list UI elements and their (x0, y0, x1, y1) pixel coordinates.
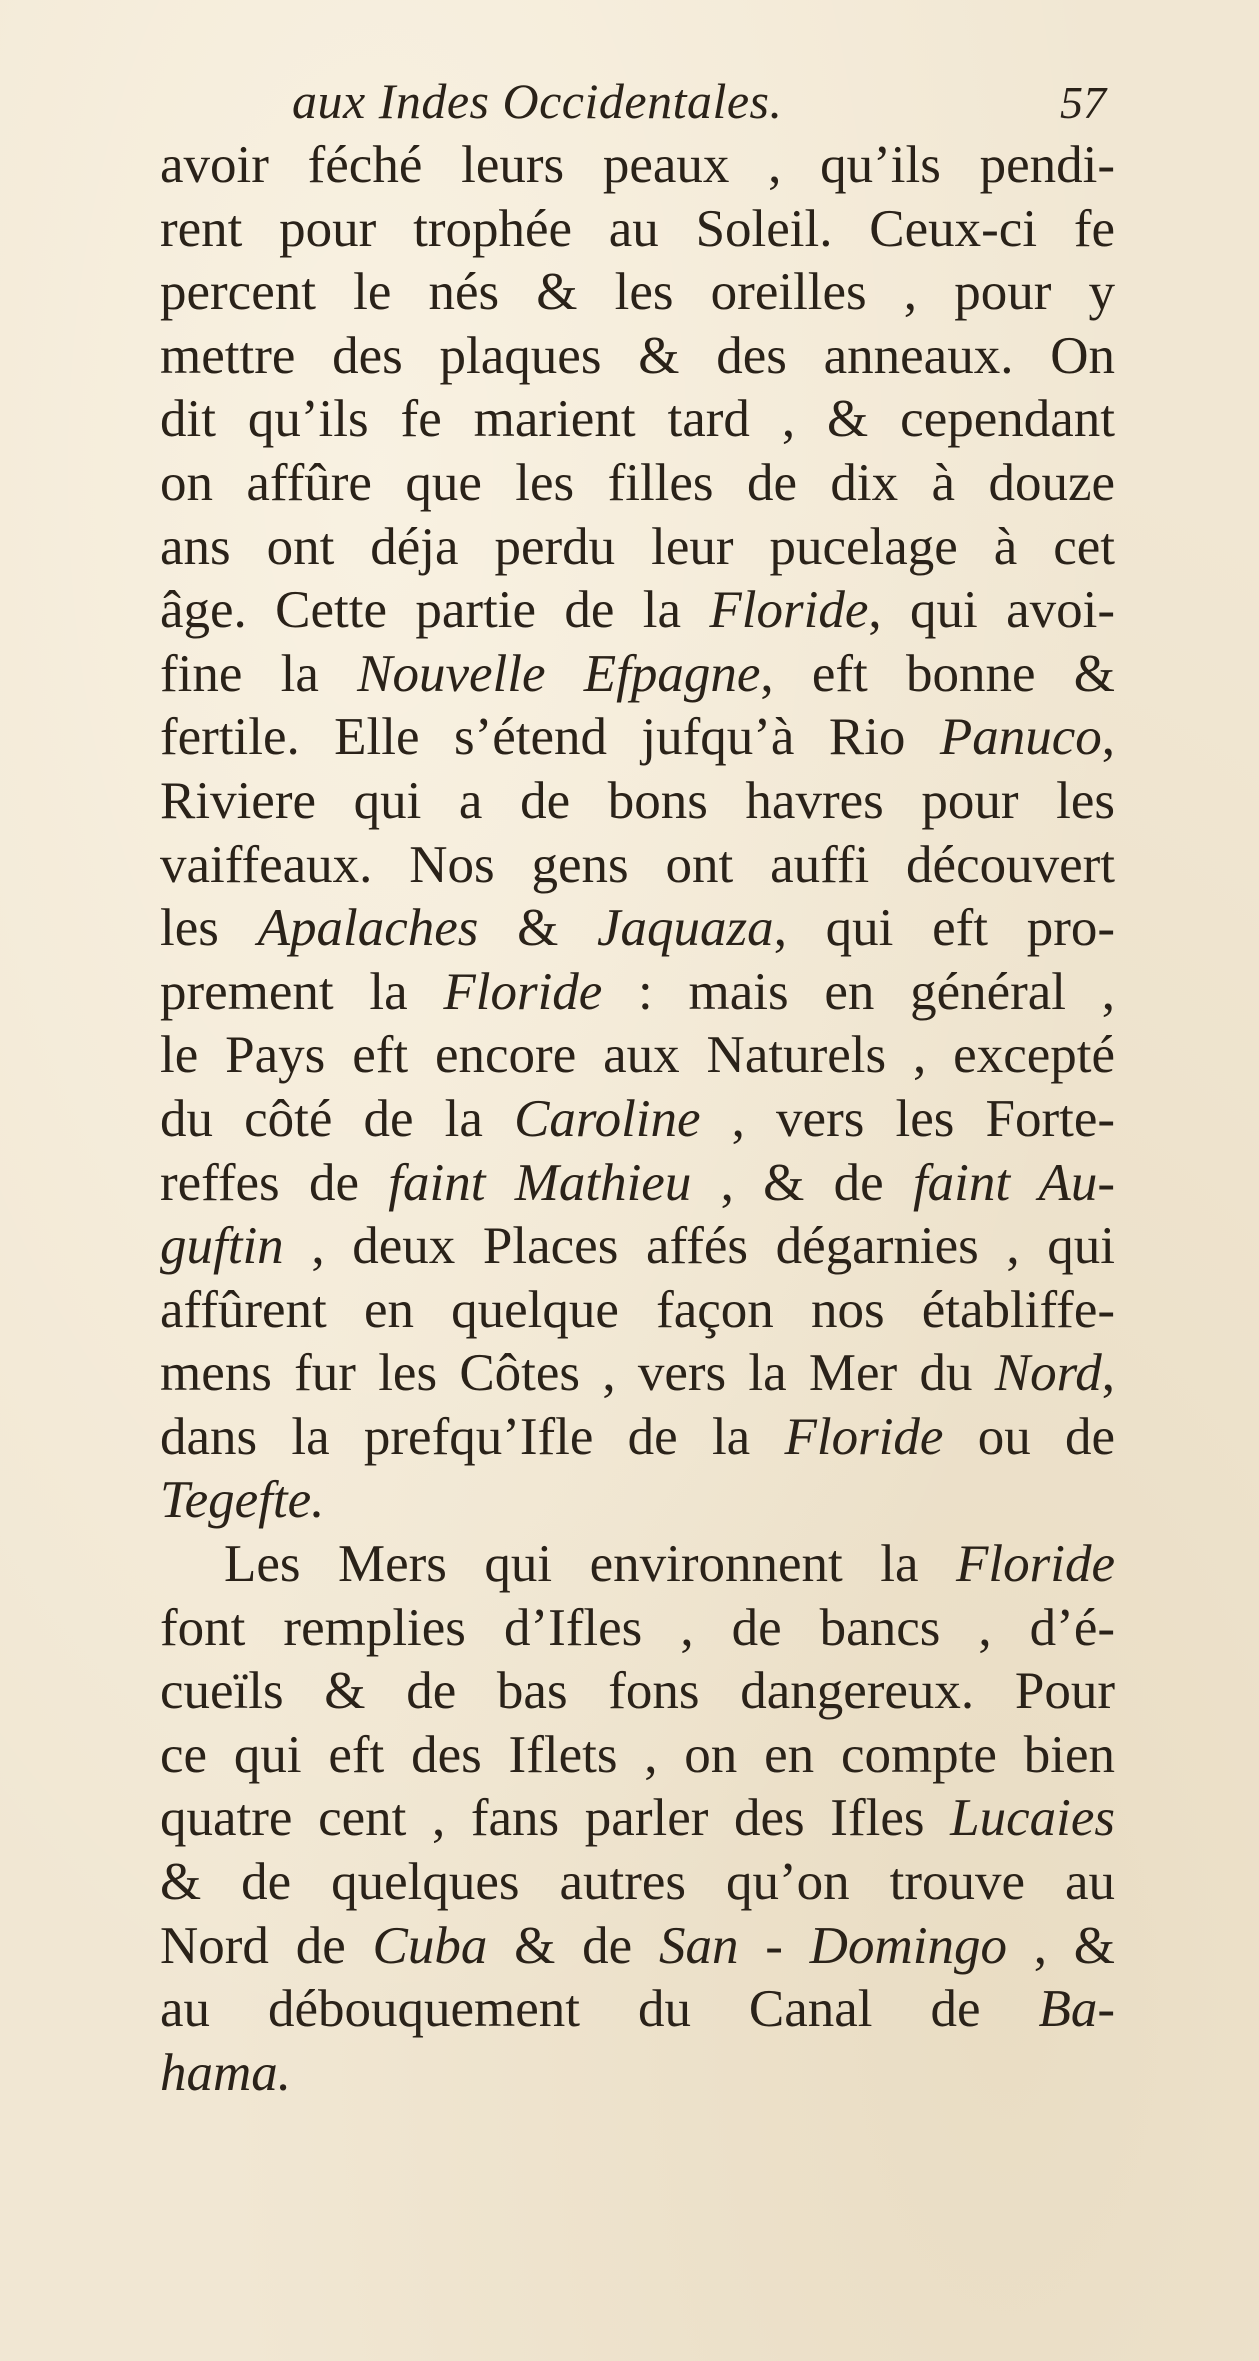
text-segment: ans ont déja perdu leur pucelage à cet (160, 517, 1115, 576)
italic-segment: Floride (709, 581, 869, 640)
text-segment: prement la (160, 962, 444, 1021)
italic-segment: Floride (443, 962, 603, 1021)
text-line (160, 1469, 1115, 1533)
text-segment: , qui eft pro- (773, 899, 1115, 958)
text-segment: Les Mers qui environnent la (224, 1535, 957, 1594)
text-segment: mettre des plaques & des anneaux. On (160, 326, 1115, 385)
text-segment: rent pour trophée au Soleil. Ceux-ci fe (160, 199, 1115, 258)
text-line (160, 1978, 1115, 2042)
text-line (160, 516, 1115, 580)
text-segment: ce qui eft des Iflets , on en compte bien (160, 1725, 1115, 1784)
text-line (160, 1406, 1115, 1470)
italic-segment: Jaquaza (597, 899, 774, 958)
italic-segment: Ba- (1038, 1980, 1115, 2039)
italic-segment: Panuco (939, 708, 1102, 767)
italic-segment: faint Mathieu (388, 1153, 692, 1212)
text-segment: fertile. Elle s’étend jufqu’à Rio (160, 708, 940, 767)
text-line (160, 579, 1115, 643)
italic-segment: Cuba (372, 1916, 488, 1975)
text-line (160, 1851, 1115, 1915)
text-segment: reffes de (160, 1153, 389, 1212)
text-line (160, 1597, 1115, 1661)
text-segment: , vers les Forte- (700, 1089, 1116, 1148)
text-line (160, 1024, 1115, 1088)
italic-segment: Floride (956, 1535, 1115, 1594)
text-segment: vaiffeaux. Nos gens ont auffi découvert (160, 835, 1115, 894)
text-segment: cueïls & de bas fons dangereux. Pour (160, 1662, 1115, 1721)
text-line (160, 1342, 1115, 1406)
italic-segment: Nouvelle Efpagne (357, 644, 761, 703)
text-segment: percent le nés & les oreilles , pour y (160, 263, 1115, 322)
italic-segment: Nord (994, 1344, 1102, 1403)
text-line (160, 1088, 1115, 1152)
text-segment: , eft bonne & (760, 644, 1116, 703)
text-segment: , qui avoi- (868, 581, 1115, 640)
text-segment: le Pays eft encore aux Naturels , excepté (160, 1026, 1115, 1085)
text-line (160, 834, 1115, 898)
text-segment: les (160, 899, 258, 958)
text-segment: Riviere qui a de bons havres pour les (160, 771, 1115, 830)
text-line (160, 897, 1115, 961)
text-line (160, 134, 1115, 198)
text-segment: & (478, 899, 598, 958)
text-line (160, 1533, 1115, 1597)
text-segment: , (1101, 1344, 1115, 1403)
text-segment: ou de (943, 1407, 1115, 1466)
text-segment: au débouquement du Canal de (160, 1980, 1039, 2039)
text-line (160, 961, 1115, 1025)
text-segment: : mais en général , (602, 962, 1115, 1021)
text-segment: dit qu’ils fe marient tard , & cependant (160, 390, 1115, 449)
body-text (160, 134, 1115, 2105)
text-segment: âge. Cette partie de la (160, 581, 710, 640)
text-segment: quatre cent , fans parler des Ifles (160, 1789, 951, 1848)
text-line (160, 643, 1115, 707)
italic-segment: Tegefte. (160, 1471, 325, 1530)
text-line (160, 452, 1115, 516)
text-line (160, 325, 1115, 389)
italic-segment: Floride (784, 1407, 944, 1466)
text-line (160, 1279, 1115, 1343)
text-line (160, 1915, 1115, 1979)
page-header (292, 72, 1112, 136)
text-segment: mens fur les Côtes , vers la Mer du (160, 1344, 995, 1403)
page-number: 57 (1060, 77, 1106, 128)
text-segment: fine la (160, 644, 358, 703)
text-line (160, 1152, 1115, 1216)
text-segment: on affûre que les filles de dix à douze (160, 453, 1115, 512)
text-line (160, 770, 1115, 834)
text-segment: font remplies d’Ifles , de bancs , d’é- (160, 1598, 1115, 1657)
text-line (160, 1787, 1115, 1851)
text-line (160, 2042, 1115, 2106)
text-segment: avoir féché leurs peaux , qu’ils pendi- (160, 136, 1115, 194)
text-line (160, 706, 1115, 770)
text-line (160, 1215, 1115, 1279)
italic-segment: Caroline (514, 1089, 701, 1148)
text-line (160, 261, 1115, 325)
text-segment: , & de (691, 1153, 913, 1212)
text-segment: Nord de (160, 1916, 373, 1975)
italic-segment: San - Domingo (658, 1916, 1007, 1975)
text-segment: , (1101, 708, 1115, 767)
text-segment: , deux Places affés dégarnies , qui (283, 1217, 1115, 1276)
text-segment: du côté de la (160, 1089, 515, 1148)
italic-segment: guftin (160, 1217, 284, 1276)
text-segment: dans la prefqu’Ifle de la (160, 1407, 785, 1466)
running-title: aux Indes Occidentales. (292, 73, 783, 129)
text-line (160, 1724, 1115, 1788)
text-segment: affûrent en quelque façon nos établiffe- (160, 1280, 1115, 1339)
text-segment: & de (487, 1916, 659, 1975)
italic-segment: Apalaches (257, 899, 479, 958)
italic-segment: faint Au- (912, 1153, 1115, 1212)
text-segment: & de quelques autres qu’on trouve au (160, 1853, 1115, 1912)
text-line (160, 388, 1115, 452)
text-segment: , & (1006, 1916, 1115, 1975)
text-line (160, 1660, 1115, 1724)
text-line (160, 198, 1115, 262)
italic-segment: hama. (160, 2043, 292, 2102)
italic-segment: Lucaies (950, 1789, 1115, 1848)
